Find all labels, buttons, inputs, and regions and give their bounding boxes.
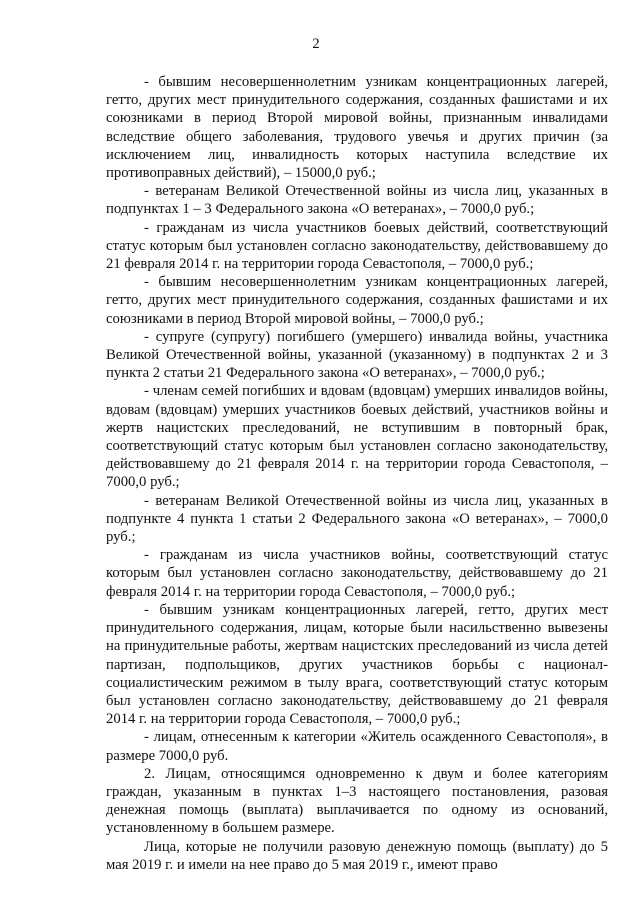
document-body — [106, 73, 608, 874]
paragraph: 2. Лицам, относящимся одновременно к двум и более категориям граждан, указанным в пунктах 1–3 настоящего постановления, разовая денежная помощь (выплата) выплачивается по одному из оснований, установленному в большем размере. — [106, 765, 608, 837]
list-item: - ветеранам Великой Отечественной войны из числа лиц, указанных в подпункте 4 пункта 1 статьи 2 Федерального закона «О ветеранах», – 7000,0 руб.; — [106, 492, 608, 546]
list-item: - лицам, отнесенным к категории «Житель осажденного Севастополя», в размере 7000,0 руб. — [106, 729, 608, 764]
list-item: - гражданам из числа участников боевых действий, соответствующий статус которым был установлен согласно законодательству, действовавшему до 21 февраля 2014 г. на территории города Севастополя, – 7000,0 руб.; — [106, 219, 608, 273]
list-item: - членам семей погибших и вдовам (вдовцам) умерших инвалидов войны, вдовам (вдовцам) умерших участников боевых действий, участников войны и жертв нацистских преследований, не вступившим в повторный брак, соответствующий статус которым был установлен согласно законодательству, действовавшему до 21 февраля 2014 г. на территории города Севастополя, – 7000,0 руб.; — [106, 383, 608, 491]
list-item: - супруге (супругу) погибшего (умершего) инвалида войны, участника Великой Отечественной войны, указанной (указанному) в подпунктах 2 и 3 пункта 2 статьи 21 Федерального закона «О ветеранах», – 7000,0 руб.; — [106, 328, 608, 382]
list-item: - бывшим узникам концентрационных лагерей, гетто, других мест принудительного содержания, лицам, которые были насильственно вывезены на принудительные работы, жертвам нацистских преследований из числа детей партизан, подпольщиков, других участников борьбы с национал-социалистическим режимом в тылу врага, соответствующий статус которым был установлен согласно законодательству, действовавшему до 21 февраля 2014 г. на территории города Севастополя, – 7000,0 руб.; — [106, 601, 608, 728]
page-number: 2 — [312, 36, 320, 52]
paragraph: Лица, которые не получили разовую денежную помощь (выплату) до 5 мая 2019 г. и имели на нее право до 5 мая 2019 г., имеют право — [106, 838, 608, 873]
list-item: - ветеранам Великой Отечественной войны из числа лиц, указанных в подпунктах 1 – 3 Федерального закона «О ветеранах», – 7000,0 руб.; — [106, 183, 608, 218]
list-item: - гражданам из числа участников войны, соответствующий статус которым был установлен согласно законодательству, действовавшему до 21 февраля 2014 г. на территории города Севастополя, – 7000,0 руб.; — [106, 547, 608, 600]
list-item: - бывшим несовершеннолетним узникам концентрационных лагерей, гетто, других мест принудительного содержания, созданных фашистами и их союзниками в период Второй мировой войны, – 7000,0 руб.; — [106, 274, 608, 327]
list-item: - бывшим несовершеннолетним узникам концентрационных лагерей, гетто, других мест принудительного содержания, созданных фашистами и их союзниками в период Второй мировой войны, признанным инвалидами вследствие общего заболевания, трудового увечья и других причин (за исключением лиц, инвалидность которых наступила вследствие их противоправных действий), – 15000,0 руб.; — [106, 74, 608, 182]
